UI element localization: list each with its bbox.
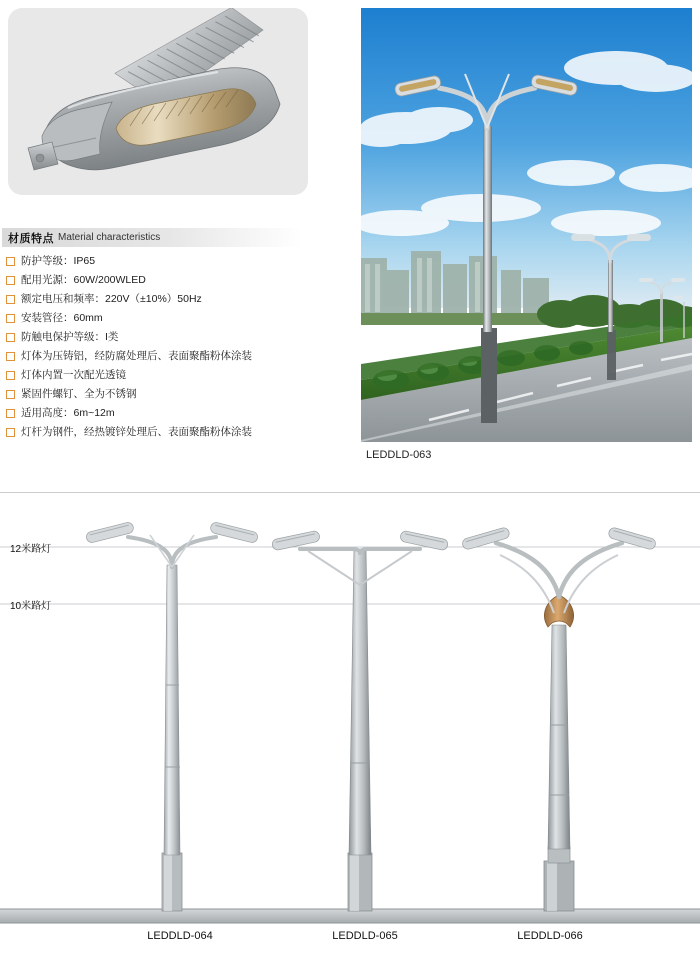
height-label-12m: 12米路灯: [10, 544, 52, 555]
height-label-10m: 10米路灯: [10, 601, 52, 612]
spec-text: 配用光源：60W/200WLED: [21, 274, 146, 286]
drawing-leddld-066: [461, 527, 656, 911]
checkbox-icon: [6, 390, 15, 399]
drawing-caption-065: LEDDLD-065: [332, 930, 398, 942]
checkbox-icon: [6, 409, 15, 418]
list-item: [6, 366, 316, 385]
drawing-caption-064: LEDDLD-064: [147, 930, 213, 942]
list-item: [6, 309, 316, 328]
drawing-leddld-065: [271, 530, 448, 911]
scene-caption: LEDDLD-063: [366, 449, 432, 461]
list-item: [6, 271, 316, 290]
material-title-en: Material characteristics: [58, 232, 161, 243]
material-characteristics-header: [2, 228, 302, 247]
list-item: [6, 385, 316, 404]
spec-text: 防护等级：IP65: [21, 255, 96, 267]
drawing-leddld-064: [85, 521, 258, 911]
checkbox-icon: [6, 276, 15, 285]
spec-text: 紧固件螺钉、全为不锈钢: [21, 388, 137, 400]
checkbox-icon: [6, 295, 15, 304]
spec-text: 灯杆为钢件，经热镀锌处理后、表面聚酯粉体涂装: [21, 426, 252, 438]
street-lamp-dimension-drawings: [0, 505, 700, 954]
checkbox-icon: [6, 257, 15, 266]
technical-drawings-panel: [0, 505, 700, 954]
installation-scene-photo: [361, 8, 692, 442]
list-item: [6, 423, 316, 442]
checkbox-icon: [6, 333, 15, 342]
checkbox-icon: [6, 352, 15, 361]
section-divider: [0, 492, 700, 493]
spec-text: 灯体为压铸铝，经防腐处理后、表面聚酯粉体涂装: [21, 350, 252, 362]
spec-text: 安装管径：60mm: [21, 312, 103, 324]
material-title-cn: 材质特点: [8, 232, 54, 245]
spec-text: 防触电保护等级：I类: [21, 331, 119, 343]
spec-text: 额定电压和频率：220V（±10%）50Hz: [21, 293, 202, 305]
checkbox-icon: [6, 314, 15, 323]
street-scene-illustration: [361, 8, 692, 442]
list-item: [6, 328, 316, 347]
spec-text: 灯体内置一次配光透镜: [21, 369, 126, 381]
list-item: [6, 290, 316, 309]
spec-text: 适用高度：6m~12m: [21, 407, 115, 419]
led-street-lamp-head-illustration: [8, 8, 308, 195]
list-item: [6, 252, 316, 271]
list-item: [6, 404, 316, 423]
product-photo-panel: [8, 8, 308, 195]
specification-list: [6, 252, 316, 442]
checkbox-icon: [6, 371, 15, 380]
drawing-caption-066: LEDDLD-066: [517, 930, 583, 942]
checkbox-icon: [6, 428, 15, 437]
list-item: [6, 347, 316, 366]
